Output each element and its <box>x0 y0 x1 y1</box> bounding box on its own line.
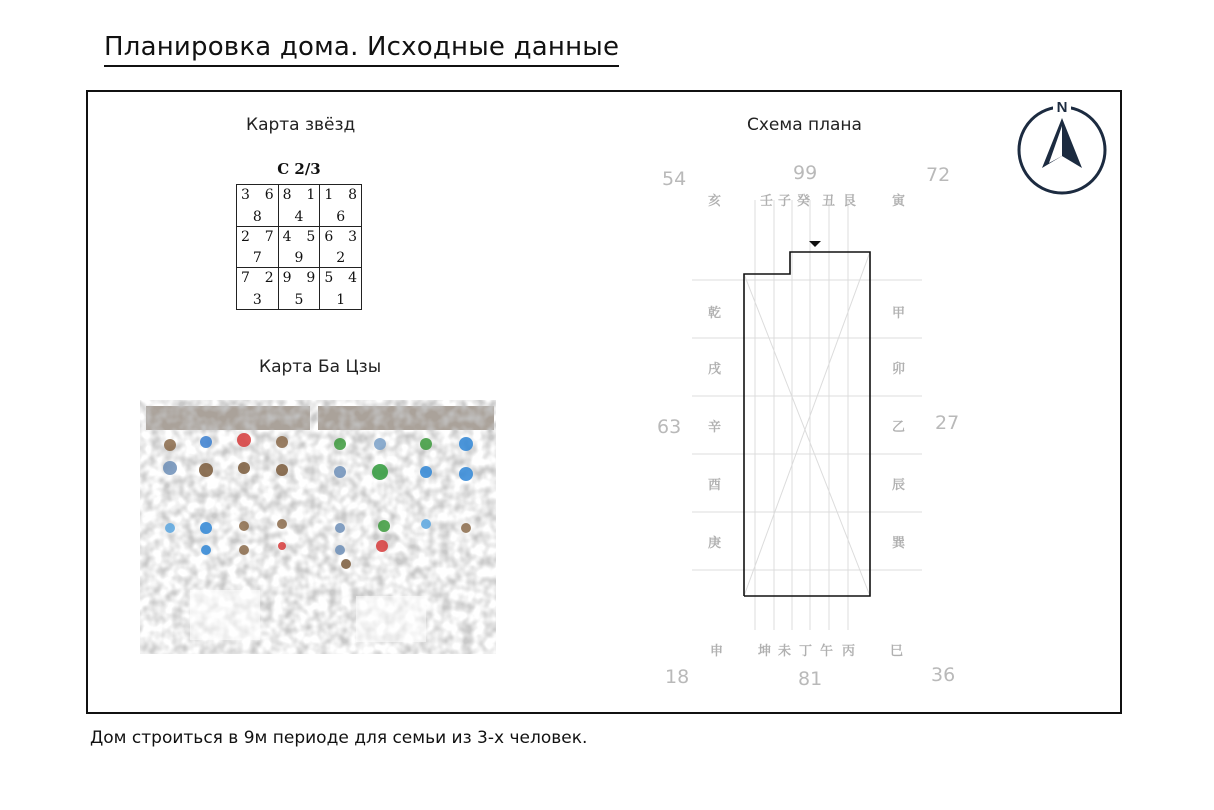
plan-glyph: 丑 <box>822 194 836 209</box>
plan-number: 81 <box>798 668 823 690</box>
star-cell <box>237 227 279 269</box>
star-cell-b: 5 <box>306 228 316 245</box>
plan-glyph: 卯 <box>892 362 906 377</box>
plan-glyph: 子 <box>778 194 792 209</box>
plan-glyph: 酉 <box>708 478 722 493</box>
plan-number: 63 <box>657 416 682 438</box>
star-cell-b: 4 <box>348 270 357 287</box>
star-cell <box>320 185 362 227</box>
plan-glyph: 辰 <box>892 478 906 493</box>
plan-glyph: 巳 <box>890 644 904 659</box>
plan-glyph: 乾 <box>708 306 722 321</box>
star-cell-a: 2 <box>241 228 250 245</box>
star-cell-c: 2 <box>336 250 346 267</box>
star-cell <box>279 268 321 310</box>
plan-number: 36 <box>931 664 956 686</box>
star-cell-b: 1 <box>306 187 316 203</box>
star-cell <box>320 227 362 269</box>
star-cell-c: 8 <box>252 208 262 225</box>
plan-glyph: 癸 <box>797 194 811 209</box>
plan-glyph: 巽 <box>892 536 906 551</box>
compass-icon <box>1012 96 1112 196</box>
plan-glyph: 申 <box>710 644 724 659</box>
star-cell-a: 5 <box>324 270 334 287</box>
star-cell-a: 6 <box>324 228 334 245</box>
star-cell-c: 3 <box>252 292 262 308</box>
star-cell <box>279 227 321 269</box>
star-cell-c: 1 <box>336 292 346 308</box>
plan-glyph: 寅 <box>892 194 906 209</box>
plan-number: 72 <box>926 164 951 186</box>
star-cell-a: 1 <box>324 187 334 203</box>
star-cell-b: 3 <box>348 228 357 245</box>
star-cell-b: 8 <box>348 187 357 203</box>
star-cell <box>237 268 279 310</box>
plan-glyph: 壬 <box>760 194 774 209</box>
star-cell-a: 9 <box>282 270 292 287</box>
plan-number: 99 <box>793 162 818 184</box>
star-cell-c: 5 <box>294 292 304 308</box>
plan-glyph: 艮 <box>843 194 857 209</box>
entrance-marker <box>809 241 821 247</box>
plan-glyph: 乙 <box>892 420 906 435</box>
footer-note: Дом строиться в 9м периоде для семьи из 3-х человек. <box>90 728 588 748</box>
star-cell-c: 6 <box>336 208 346 225</box>
plan-glyph: 庚 <box>708 536 722 551</box>
star-cell-a: 7 <box>241 270 250 287</box>
plan-glyph: 丁 <box>799 644 813 659</box>
plan-glyph: 戌 <box>708 362 722 377</box>
star-map-heading: Карта звёзд <box>246 115 356 135</box>
star-cell-b: 2 <box>264 270 274 287</box>
star-cell-b: 6 <box>264 187 274 203</box>
star-cell-c: 9 <box>294 250 304 267</box>
plan-heading: Схема плана <box>747 115 862 135</box>
bazi-map-heading: Карта Ба Цзы <box>259 357 382 377</box>
compass-label: N <box>1056 99 1068 116</box>
star-cell-c: 7 <box>252 250 262 267</box>
star-cell-a: 8 <box>282 187 292 203</box>
plan-glyph: 甲 <box>892 306 906 321</box>
plan-number: 27 <box>935 412 960 434</box>
plan-glyph: 亥 <box>708 194 722 209</box>
star-map-grid <box>236 184 362 310</box>
star-cell <box>320 268 362 310</box>
star-cell-a: 4 <box>282 228 292 245</box>
page-title: Планировка дома. Исходные данные <box>104 30 619 67</box>
star-cell-c: 4 <box>294 208 304 225</box>
star-cell <box>237 185 279 227</box>
star-cell <box>279 185 321 227</box>
plan-number: 54 <box>662 168 687 190</box>
plan-glyph: 丙 <box>842 644 856 659</box>
plan-glyph: 辛 <box>708 420 722 435</box>
star-map-label: С 2/3 <box>277 160 321 178</box>
plan-glyph: 未 <box>778 644 792 659</box>
plan-glyph: 午 <box>820 644 834 659</box>
plan-number: 18 <box>665 666 690 688</box>
bazi-map-image <box>140 400 496 654</box>
star-cell-b: 9 <box>306 270 316 287</box>
star-cell-b: 7 <box>264 228 274 245</box>
star-cell-a: 3 <box>241 187 250 203</box>
plan-glyph: 坤 <box>758 644 772 659</box>
